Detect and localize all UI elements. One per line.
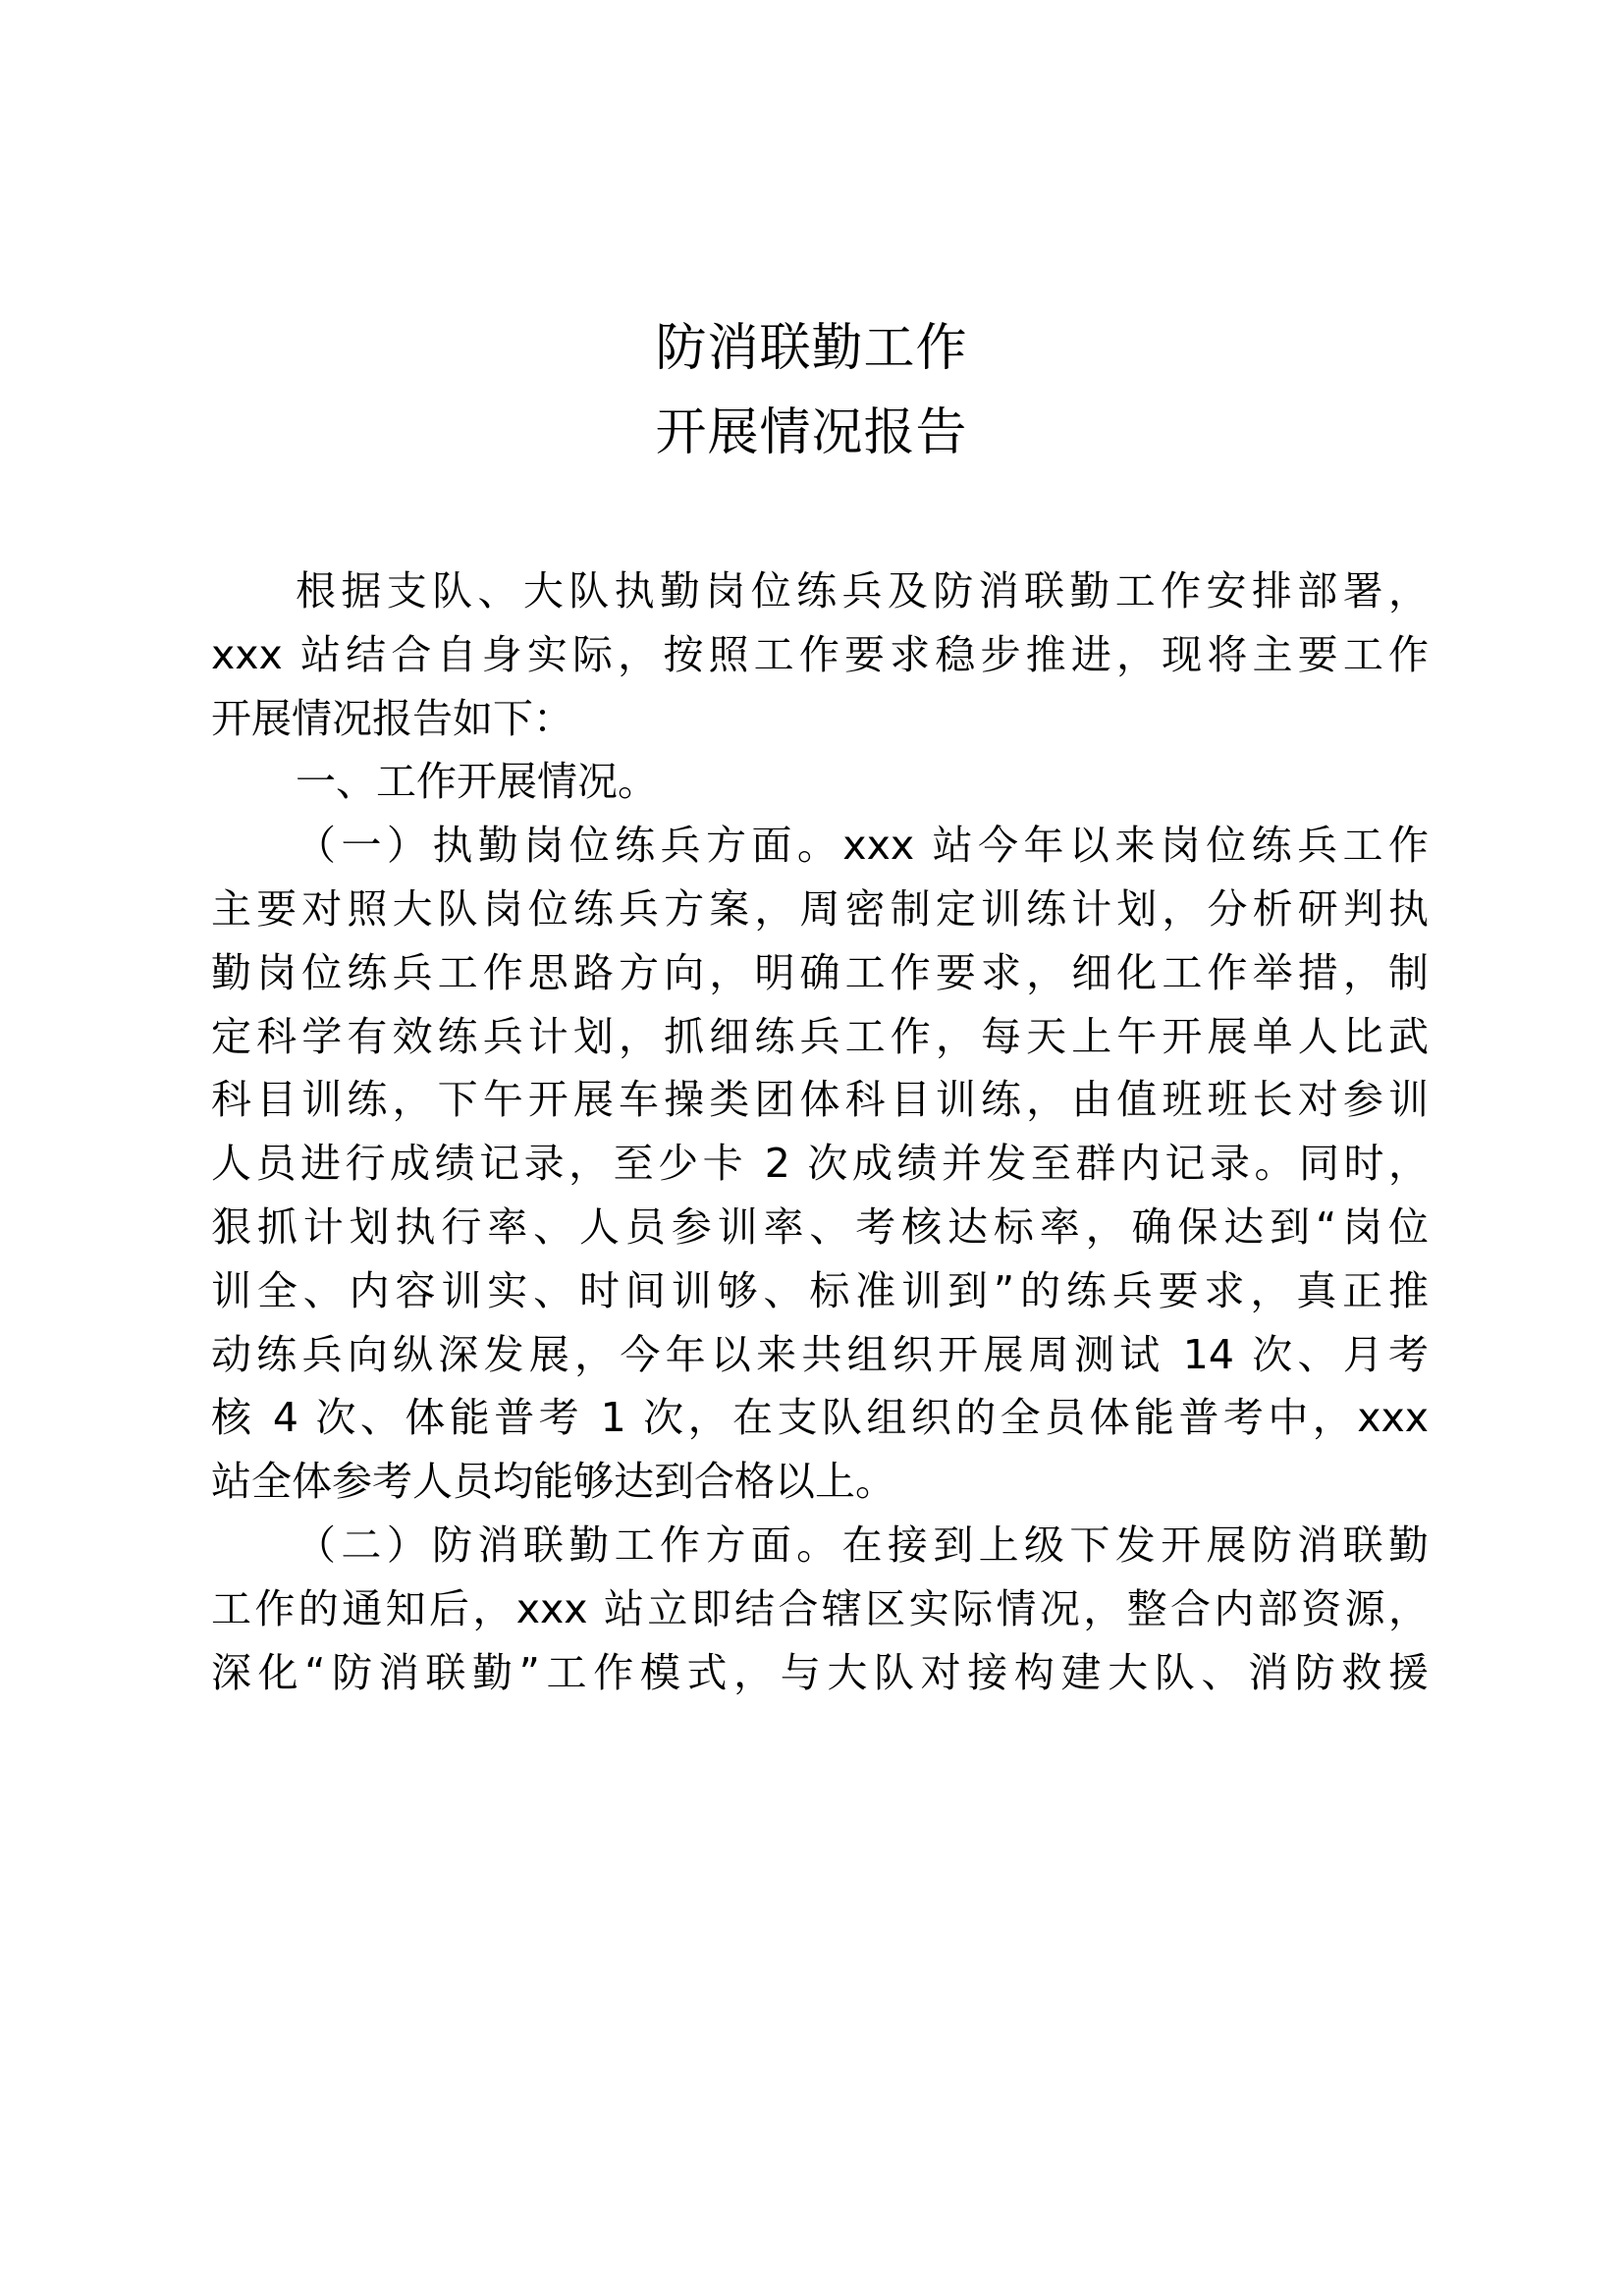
subsection-paragraph-1	[211, 814, 1429, 1514]
text-line: （二）防消联勤工作方面。在接到上级下发开展防消联勤	[296, 1521, 1429, 1569]
text-line: 工作的通知后，xxx 站立即结合辖区实际情况，整合内部资源，	[211, 1584, 1429, 1632]
text-line: 站全体参考人员均能够达到合格以上。	[211, 1458, 895, 1506]
text-line: 核 4 次、体能普考 1 次，在支队组织的全员体能普考中，xxx	[211, 1394, 1429, 1442]
text-line: 训全、内容训实、时间训够、标准训到”的练兵要求，真正推	[211, 1266, 1429, 1314]
text-line: 科目训练，下午开展车操类团体科目训练，由值班班长对参训	[211, 1076, 1429, 1124]
subsection-paragraph-2	[211, 1514, 1429, 1704]
text-line: 开展情况报告如下：	[211, 694, 573, 742]
document-body	[211, 560, 1429, 1704]
text-line: 勤岗位练兵工作思路方向，明确工作要求，细化工作举措，制	[211, 948, 1429, 996]
title-line-1: 防消联勤工作	[655, 319, 968, 378]
text-line: 深化“防消联勤”工作模式，与大队对接构建大队、消防救援	[211, 1648, 1429, 1696]
title-line-2: 开展情况报告	[655, 403, 968, 462]
intro-paragraph	[211, 560, 1429, 750]
heading-line: 一、工作开展情况。	[296, 758, 658, 806]
text-line: 人员进行成绩记录，至少卡 2 次成绩并发至群内记录。同时，	[211, 1140, 1429, 1188]
text-line: 狠抓计划执行率、人员参训率、考核达标率，确保达到“岗位	[211, 1202, 1429, 1251]
text-line: 定科学有效练兵计划，抓细练兵工作，每天上午开展单人比武	[211, 1012, 1429, 1060]
document-title	[0, 306, 1623, 475]
section-heading	[211, 750, 1429, 814]
text-line: 动练兵向纵深发展，今年以来共组织开展周测试 14 次、月考	[211, 1330, 1429, 1378]
text-line: 主要对照大队岗位练兵方案，周密制定训练计划，分析研判执	[211, 884, 1429, 933]
text-line: 根据支队、大队执勤岗位练兵及防消联勤工作安排部署，	[296, 567, 1429, 614]
text-line: xxx 站结合自身实际，按照工作要求稳步推进，现将主要工作	[211, 630, 1429, 678]
text-line: （一）执勤岗位练兵方面。xxx 站今年以来岗位练兵工作	[296, 822, 1429, 870]
